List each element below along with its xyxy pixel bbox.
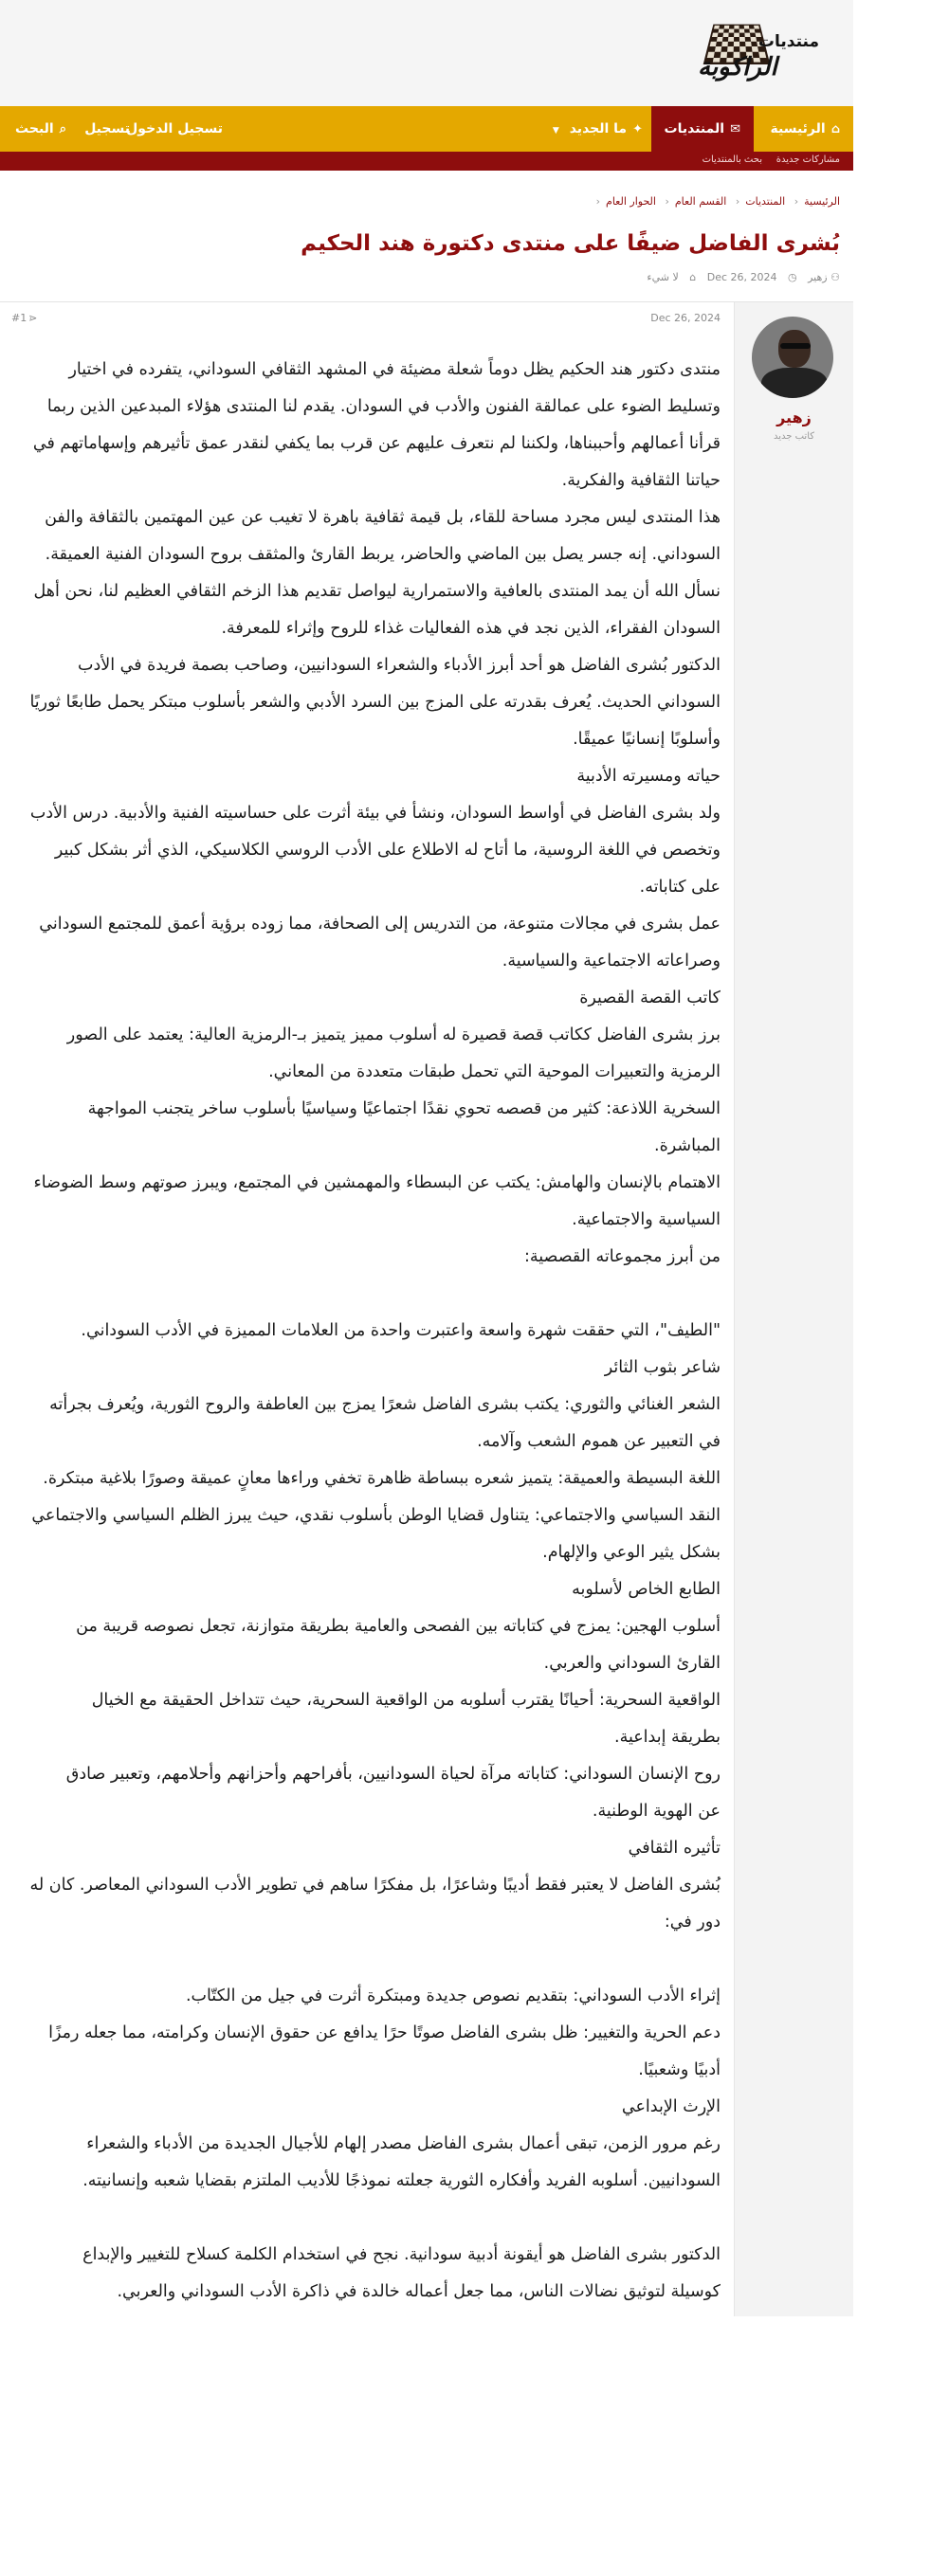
post-username[interactable]: زهير: [776, 408, 812, 426]
post-paragraph: السوداني. إنه جسر يصل بين الماضي والحاضر، يربط القارئ والمثقف بروح السودان الفنية العميقة.: [45, 545, 721, 564]
post-paragraph: شاعر بثوب الثائر: [604, 1358, 721, 1377]
post-paragraph: الإرث الإبداعي: [621, 2097, 721, 2116]
post: [0, 301, 853, 2316]
nav-register-label: تسجيل: [84, 121, 130, 136]
breadcrumb-forums[interactable]: المنتديات: [745, 195, 786, 208]
clock-icon: ◷: [788, 271, 797, 283]
post-paragraph: السخرية اللاذعة: كثير من قصصه تحوي نقدًا اجتماعيًا وسياسيًا بأسلوب ساخر يتجنب المواجهة: [87, 1099, 721, 1118]
nav-search[interactable]: [15, 106, 66, 152]
site-header: [0, 0, 853, 106]
post-paragraph: السياسية والاجتماعية.: [572, 1210, 721, 1229]
post-paragraph: وأسلوبًا إنسانيًا عميقًا.: [573, 730, 721, 749]
avatar[interactable]: [752, 317, 833, 398]
post-paragraph: برز بشرى الفاضل ككاتب قصة قصيرة له أسلوب مميز يتميز بـ-الرمزية العالية: يعتمد على الصور: [66, 1025, 721, 1044]
share-icon[interactable]: ⋖: [28, 312, 38, 324]
post-paragraph: نسأل الله أن يمد المنتدى بالعافية والاستمرارية ليواصل تقديم هذا الزخم الثقافي العظيم لنا، نحن أهل: [33, 582, 721, 601]
post-paragraph: وتسليط الضوء على عمالقة الفنون والأدب في السودان. يقدم لنا المنتدى هؤلاء المبدعين الذين ربما: [46, 397, 721, 416]
post-paragraph: عمل بشرى في مجالات متنوعة، من التدريس إلى الصحافة، مما زوده برؤية أعمق للمجتمع السوداني: [39, 915, 721, 934]
nav-register[interactable]: [84, 106, 130, 152]
avatar-head: [778, 330, 811, 368]
post-number[interactable]: #1: [11, 312, 27, 324]
search-icon: ⌕: [59, 122, 66, 136]
nav-whats-new[interactable]: [553, 106, 643, 152]
post-paragraph: كوسيلة لتوثيق نضالات الناس، مما جعل أعماله خالدة في ذاكرة الأدب السوداني والعربي.: [117, 2282, 721, 2301]
post-paragraph: دور في:: [664, 1913, 721, 1932]
thread-date[interactable]: Dec 26, 2024: [706, 271, 777, 283]
post-paragraph: دعم الحرية والتغيير: ظل بشرى الفاضل صوتًا حرًا يدافع عن حقوق الإنسان وكرامته، مما جعله رمزًا: [48, 2023, 721, 2042]
breadcrumb-general-discussion[interactable]: الحوار العام: [606, 195, 656, 208]
post-paragraph: روح الإنسان السوداني: كتاباته مرآة لحياة السودانيين، بأفراحهم وأحزانهم وأحلامهم، وتعبير صادق: [65, 1765, 721, 1784]
nav-forums[interactable]: [651, 106, 754, 152]
post-paragraph: الشعر الغنائي والثوري: يكتب بشرى الفاضل شعرًا يمزج بين العاطفة والروح الثورية، ويُعرف بجرأته: [49, 1395, 721, 1414]
post-paragraph: أسلوب الهجين: يمزج في كتاباته بين الفصحى والعامية بطريقة متوازنة، تجعل نصوصه قريبة من: [76, 1617, 721, 1636]
post-paragraph: بُشرى الفاضل لا يعتبر فقط أديبًا وشاعرًا، بل مفكرًا ساهم في تطوير الأدب السوداني المعاصر. كان له: [29, 1876, 721, 1895]
post-paragraph: كاتب القصة القصيرة: [579, 989, 721, 1007]
post-paragraph: من أبرز مجموعاته القصصية:: [523, 1247, 721, 1266]
breadcrumb-general-section[interactable]: القسم العام: [674, 195, 727, 208]
nav-forums-label: المنتديات: [664, 121, 725, 136]
post-paragraph: "الطيف"، التي حققت شهرة واسعة واعتبرت واحدة من العلامات المميزة في الأدب السوداني.: [81, 1321, 721, 1340]
post-paragraph: ولد بشرى الفاضل في أواسط السودان، ونشأ في بيئة أثرت على حساسيته الفنية والأدبية. درس الأدب: [29, 804, 721, 823]
post-paragraph: وتخصص في اللغة الروسية، ما أتاح له الاطلاع على الأدب الروسي الكلاسيكي، الذي أثر بشكل كبير: [54, 841, 721, 860]
subnav-new-posts[interactable]: مشاركات جديدة: [776, 154, 840, 165]
post-paragraph: هذا المنتدى ليس مجرد مساحة للقاء، بل قيمة ثقافية باهرة لا تغيب عن عين المهتمين بالثقافة والفن: [45, 508, 721, 527]
tag-icon: ⌂: [689, 271, 697, 283]
post-paragraph: السوداني الحديث. يُعرف بقدرته على المزج بين السرد الأدبي والشعر بأسلوب مبتكر يحمل طابعًا ثوريًا: [29, 693, 721, 712]
post-paragraph: رغم مرور الزمن، تبقى أعمال بشرى الفاضل مصدر إلهام للأجيال الجديدة من الأدباء والشعراء: [86, 2134, 721, 2153]
post-paragraph: منتدى دكتور هند الحكيم يظل دوماً شعلة مضيئة في المشهد الثقافي السوداني، يتفرده في اختيار: [68, 360, 721, 379]
post-header: [0, 312, 721, 331]
post-paragraph: حياتنا الثقافية والفكرية.: [561, 471, 721, 490]
post-paragraph: النقد السياسي والاجتماعي: يتناول قضايا الوطن بأسلوب نقدي، حيث يبرز الظلم السياسي والاجتماعي: [31, 1506, 721, 1525]
post-paragraph: الرمزية والتعبيرات الموحية التي تحمل طبقات متعددة من المعاني.: [268, 1062, 721, 1081]
thread-tags: لا شيء: [647, 271, 679, 283]
post-paragraph: حياته ومسيرته الأدبية: [576, 767, 721, 786]
post-paragraph: الواقعية السحرية: أحيانًا يقترب أسلوبه من الواقعية السحرية، حيث تتداخل الحقيقة مع الخيال: [91, 1691, 721, 1710]
post-paragraph: [0, 1276, 721, 1313]
post-paragraph: اللغة البسيطة والعميقة: يتميز شعره ببساطة ظاهرة تخفي وراءها معانٍ عميقة وصورًا بلاغية مبتكرة.: [43, 1469, 721, 1488]
thread-meta: [647, 271, 840, 283]
post-paragraph: قرأنا أعمالهم وأحببناها، ولكننا لم نتعرف عليهم عن قرب بما يكفي لنقدر عمق تأثيرهم وإسهاماتهم في: [32, 434, 721, 453]
post-paragraph: الدكتور بُشرى الفاضل هو أحد أبرز الأدباء والشعراء السودانيين، وصاحب بصمة فريدة في الأدب: [77, 656, 721, 675]
nav-home[interactable]: [771, 106, 841, 152]
sub-nav: [0, 152, 853, 171]
breadcrumb-separator: ‹: [735, 195, 740, 208]
post-paragraph: الدكتور بشرى الفاضل هو أيقونة أدبية سودانية. نجح في استخدام الكلمة كسلاح للتغيير والإبداع: [82, 2245, 721, 2264]
post-paragraph: القارئ السوداني والعربي.: [543, 1654, 721, 1673]
post-user-column: [734, 302, 853, 2316]
site-logo[interactable]: [698, 15, 819, 91]
breadcrumb-separator: ‹: [665, 195, 669, 208]
breadcrumb: [591, 195, 840, 208]
post-paragraph: السودانيين. أسلوبه الفريد وأفكاره الثورية جعلته نموذجًا للأديب الملتزم بقضايا شعبه وإنسانيته.: [82, 2171, 721, 2190]
post-paragraph: الطابع الخاص لأسلوبه: [572, 1580, 721, 1599]
post-paragraph: في التعبير عن هموم الشعب وآلامه.: [477, 1432, 721, 1451]
avatar-glasses: [780, 343, 811, 349]
thread-author[interactable]: زهير: [808, 271, 828, 283]
breadcrumb-separator: ‹: [595, 195, 601, 208]
post-paragraph: إثراء الأدب السوداني: بتقديم نصوص جديدة ومبتكرة أثرت في جيل من الكتّاب.: [185, 1986, 721, 2005]
nav-whats-new-label: ما الجديد: [569, 121, 628, 136]
logo-text-top: منتديات: [757, 32, 819, 51]
user-icon: ⚇: [830, 271, 840, 283]
post-paragraph: على كتاباته.: [639, 878, 721, 897]
post-paragraph: تأثيره الثقافي: [628, 1839, 721, 1858]
page-title: بُشرى الفاضل ضيفًا على منتدى دكتورة هند الحكيم: [301, 231, 840, 256]
avatar-shirt: [761, 368, 828, 398]
post-paragraph: السودان الفقراء، الذين نجد في هذه الفعاليات غذاء للروح وإثراء للمعرفة.: [221, 619, 721, 638]
breadcrumb-separator: ‹: [794, 195, 799, 208]
chevron-down-icon: ▼: [552, 126, 559, 136]
nav-login-label: تسجيل الدخول: [126, 121, 223, 136]
post-user-title: كاتب جديد: [773, 431, 815, 442]
post-paragraph: الاهتمام بالإنسان والهامش: يكتب عن البسطاء والمهمشين في المجتمع، ويبرز صوتهم وسط الضوضاء: [33, 1173, 721, 1192]
post-paragraph: عن الهوية الوطنية.: [592, 1802, 721, 1821]
nav-home-label: الرئيسية: [770, 121, 826, 136]
logo-text-bottom: الراكوبة: [698, 53, 777, 82]
lightbulb-icon: ✦: [632, 122, 643, 136]
post-paragraph: بطريقة إبداعية.: [614, 1728, 721, 1747]
post-body: [0, 352, 721, 2311]
post-paragraph: أدبيًا وشعبيًا.: [638, 2060, 721, 2079]
main-nav: [0, 106, 853, 152]
nav-search-label: البحث: [15, 121, 54, 136]
post-paragraph: المباشرة.: [654, 1136, 721, 1155]
comments-icon: ✉: [730, 122, 740, 136]
subnav-search-forums[interactable]: بحث بالمنتديات: [702, 154, 762, 165]
post-paragraph: بشكل يثير الوعي والإلهام.: [542, 1543, 721, 1562]
home-icon: ⌂: [830, 122, 840, 136]
post-paragraph: [0, 2200, 721, 2237]
nav-login[interactable]: [126, 106, 223, 152]
post-date[interactable]: Dec 26, 2024: [650, 312, 721, 324]
post-paragraph: [0, 1941, 721, 1978]
post-paragraph: وصراعاته الاجتماعية والسياسية.: [502, 952, 721, 971]
breadcrumb-home[interactable]: الرئيسية: [804, 195, 840, 208]
